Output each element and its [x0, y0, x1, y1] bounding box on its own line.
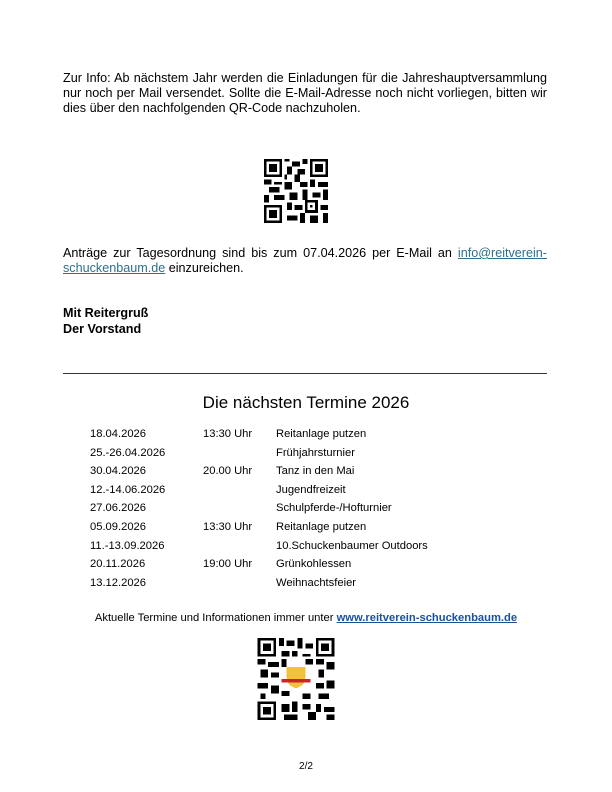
- event-date: 13.12.2026: [90, 576, 146, 589]
- email-link[interactable]: info@reitverein-schuckenbaum.de: [63, 246, 547, 276]
- event-date: 27.06.2026: [90, 502, 146, 515]
- event-date: 25.-26.04.2026: [90, 446, 166, 459]
- agenda-text-before: Anträge zur Tagesordnung sind bis zum 07.04.2026 per E-Mail an: [63, 246, 458, 260]
- event-name: Reitanlage putzen: [276, 520, 367, 533]
- website-link[interactable]: www.reitverein-schuckenbaum.de: [336, 612, 518, 624]
- event-time: 20.00 Uhr: [203, 465, 253, 478]
- event-name: Weihnachtsfeier: [276, 576, 357, 589]
- greeting-line: Mit Reitergruß: [63, 306, 149, 320]
- agenda-paragraph: [63, 246, 547, 276]
- event-date: 05.09.2026: [90, 520, 146, 533]
- event-name: Reitanlage putzen: [276, 428, 367, 440]
- agenda-text-after: einzureichen.: [165, 261, 244, 276]
- event-date: 18.04.2026: [90, 428, 146, 440]
- event-name: Frühjahrsturnier: [276, 446, 355, 459]
- event-name: Schulpferde-/Hofturnier: [276, 502, 392, 515]
- event-name: Tanz in den Mai: [276, 465, 355, 478]
- event-time: 19:00 Uhr: [203, 558, 253, 571]
- closing-greeting: [63, 305, 148, 337]
- qr-code-icon: [264, 159, 328, 223]
- event-time: 13:30 Uhr: [203, 520, 253, 533]
- qr-code-with-logo-icon: [257, 638, 335, 720]
- event-time: 13:30 Uhr: [203, 428, 253, 440]
- event-date: 20.11.2026: [90, 558, 146, 571]
- footer-info: [0, 612, 612, 624]
- event-date: 12.-14.06.2026: [90, 483, 166, 496]
- event-name: Jugendfreizeit: [276, 483, 346, 496]
- event-name: 10.Schuckenbaumer Outdoors: [276, 539, 428, 552]
- event-name: Grünkohlessen: [276, 558, 352, 571]
- section-divider: [63, 373, 547, 374]
- events-heading: Die nächsten Termine 2026: [202, 393, 410, 412]
- signature-line: Der Vorstand: [63, 322, 142, 336]
- event-date: 11.-13.09.2026: [90, 539, 165, 552]
- footer-text: Aktuelle Termine und Informationen immer unter: [94, 612, 337, 624]
- page-number: 2/2: [299, 761, 313, 772]
- event-date: 30.04.2026: [90, 465, 146, 478]
- info-paragraph: Zur Info: Ab nächstem Jahr werden die Einladungen für die Jahreshauptversammlung nur noch per Mail versendet. Sollte die E-Mail-Adresse noch nicht vorliegen, bitten wir dies über den nachfolgenden QR-Code nachzuholen.: [63, 71, 547, 116]
